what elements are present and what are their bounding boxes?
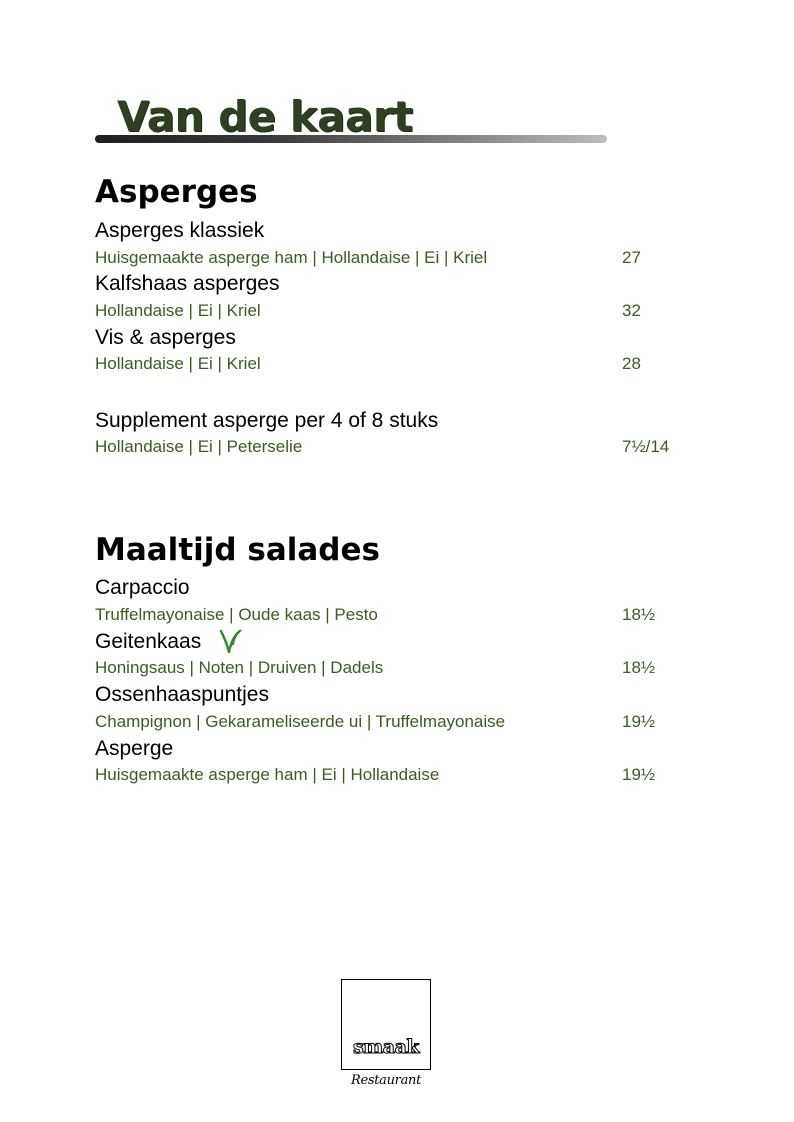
- menu-item-description: Truffelmayonaise | Oude kaas | Pesto: [95, 605, 378, 624]
- menu-item-name: Carpaccio: [95, 576, 190, 599]
- menu-item-description: Champignon | Gekarameliseerde ui | Truffelmayonaise: [95, 712, 506, 731]
- menu-item-name: Kalfshaas asperges: [95, 272, 280, 295]
- menu-item-description: Honingsaus | Noten | Druiven | Dadels: [95, 658, 384, 677]
- menu-item-name: Asperges klassiek: [95, 219, 265, 242]
- menu-item-price: 19½: [622, 765, 656, 784]
- menu-item-price: 19½: [622, 712, 656, 731]
- menu-item-price: 7½/14: [622, 437, 670, 456]
- menu-item-description: Hollandaise | Ei | Peterselie: [95, 437, 303, 456]
- section-title-asperges: Asperges: [95, 174, 258, 210]
- menu-item-name: Vis & asperges: [95, 326, 236, 349]
- menu-item-name: Supplement asperge per 4 of 8 stuks: [95, 409, 439, 432]
- menu-item-name: Geitenkaas: [95, 630, 202, 653]
- menu-item-description: Hollandaise | Ei | Kriel: [95, 301, 261, 320]
- menu-item-description: Huisgemaakte asperge ham | Ei | Hollandaise: [95, 765, 440, 784]
- page-heading: [95, 92, 607, 148]
- menu-item-price: 18½: [622, 605, 656, 624]
- menu-item-price: 32: [622, 301, 641, 320]
- menu-item-name: Ossenhaaspuntjes: [95, 683, 269, 706]
- menu-item-name: Asperge: [95, 737, 174, 760]
- menu-item-price: 28: [622, 354, 641, 373]
- restaurant-logo: [341, 979, 431, 1070]
- menu-item-description: Hollandaise | Ei | Kriel: [95, 354, 261, 373]
- vegetarian-leaf-icon: [219, 628, 243, 654]
- logo-wordmark: smaak: [352, 1036, 420, 1058]
- logo-tagline: Restaurant: [350, 1073, 422, 1088]
- menu-item-description: Huisgemaakte asperge ham | Hollandaise | Ei | Kriel: [95, 248, 488, 267]
- menu-item-price: 27: [622, 248, 641, 267]
- page-title: Van de kaart: [117, 92, 413, 141]
- section-title-maaltijd-salades: Maaltijd salades: [95, 532, 380, 568]
- menu-item-price: 18½: [622, 658, 656, 677]
